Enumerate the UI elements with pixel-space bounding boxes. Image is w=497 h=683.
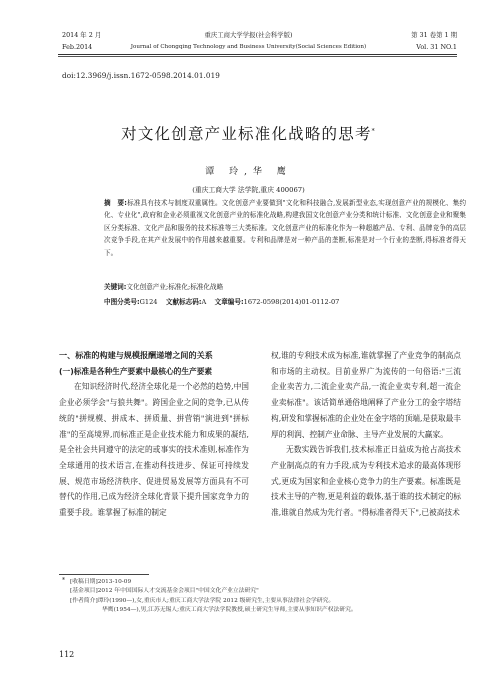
body-paragraph: 在知识经济时代,经济全球化是一个必然的趋势,中国企业必须学会"与狼共舞"。跨国企业之间的竞争,已从传统的"拼规模、拼成本、拼质量、拼营销"演进到"拼标准"的至高境界,而标准正是企业技术能力和成果的凝结,是全社会共同遵守的法定的或事实的技术准则,标准作为全球通用的技术语言,在推动科技进步、保证可持续发展、规范市场经济秩序、促进贸易发展等方面具有不可替代的作用,已成为经济全球化背景下提升国家竞争力的重要手段。谁掌握了标准的制定 xyxy=(59,382,249,518)
header-journal-en: Journal of Chongqing Technology and Business University(Social Sciences Edition) xyxy=(130,44,367,50)
affiliation: (重庆工商大学 法学院,重庆 400067) xyxy=(192,186,305,194)
section-heading: 一、标准的构建与规模报酬递增之间的关系 xyxy=(59,350,213,360)
footnote-author1: [作者简介]谭玲(1990—),女,重庆市人;重庆工商大学法学院 2012 级研究生,主要从事法律社会学研究。 xyxy=(70,597,335,604)
abstract xyxy=(104,197,466,259)
left-column xyxy=(59,348,249,521)
header-volume-en: Vol. 31 NO.1 xyxy=(416,43,457,51)
keywords xyxy=(104,281,223,293)
abstract-text: 标准具有技术与制度双重属性。文化创意产业要做到"文化和科技融合,发展新型业态,实现创意产业的规模化、集约化、专业化",政府和企业必须重视文化创意产业的标准化战略,构建我国文化创意产业分类和统计标准、文化创意企业和聚集区分类标准、文化产品和服务的技术标准等三大类标准。文化创意产业的标准化作为一种超越产品、专利、品牌竞争的高层次竞争手段,在其产业发展中的作用越来越重要。专利和品牌是对一种产品的垄断,标准是对一个行业的垄断,得标准者得天下。 xyxy=(104,199,466,257)
subsection-heading: (一)标准是各种生产要素中最核心的生产要素 xyxy=(59,366,213,376)
body-paragraph: 权,谁的专利技术成为标准,谁就掌握了产业竞争的制高点和市场的主动权。目前业界广为流传的一句俗语:"三流企业卖苦力,二流企业卖产品,一流企业卖专利,超一流企业卖标准"。该话简单通俗地阐释了产业分工的金字塔结构,研发和掌握标准的企业处在金字塔的顶端,是获取最丰厚的利润、控制产业命脉、主导产业发展的大赢家。 xyxy=(271,351,461,439)
doc-code-label: 文献标志码: xyxy=(165,298,202,306)
title-footnote-mark: * xyxy=(371,127,376,135)
page-number: 112 xyxy=(59,650,75,659)
right-column xyxy=(271,348,461,521)
header-journal-cn: 重庆工商大学学报(社会科学版) xyxy=(204,31,293,39)
keywords-label: 关键词: xyxy=(104,283,127,291)
header-rule-thin xyxy=(58,56,457,57)
footnote-received: [收稿日期]2013-10-09 xyxy=(70,579,132,585)
header-date-en: Feb.2014 xyxy=(62,43,93,51)
footnotes xyxy=(62,578,462,616)
authors: 谭 玲,华 鹰 xyxy=(205,167,292,177)
title-text: 对文化创意产业标准化战略的思考 xyxy=(121,125,372,143)
keywords-text: 文化创意产业;标准化;标准化战略 xyxy=(126,283,224,291)
header-date-cn: 2014 年 2 月 xyxy=(62,31,102,39)
clc-label: 中图分类号: xyxy=(104,298,140,306)
abstract-label: 摘 要: xyxy=(104,199,127,207)
article-title xyxy=(0,122,497,144)
footnote-rule xyxy=(59,574,149,575)
header-rule xyxy=(58,54,457,55)
footnote-bullet: * xyxy=(62,577,65,584)
doi[interactable]: doi:12.3969/j.issn.1672-0598.2014.01.019 xyxy=(62,71,220,80)
clc-value: G124 xyxy=(139,298,158,306)
body-paragraph: 无数实践告诉我们,技术标准正日益成为抢占高技术产业制高点的有力手段,成为专利技术追求的最高体现形式,更成为国家和企业核心竞争力的生产要素。标准既是技术主导的产物,更是利益的载体,基于谁的技术制定的标准,谁就自然成为先行者。"得标准者得天下",已被高技术 xyxy=(271,445,461,518)
classification-line xyxy=(104,296,339,308)
doc-code-value: A xyxy=(201,298,207,306)
footnote-author2: 华鹰(1954—),男,江苏无锡人;重庆工商大学法学院教授,硕士研究生导师,主要从事知识产权法研究。 xyxy=(102,607,357,614)
header-volume-cn: 第 31 卷第 1 期 xyxy=(411,31,457,39)
article-no-value: 1672-0598(2014)01-0112-07 xyxy=(243,298,340,306)
footnote-fund: [基金项目]2012 年中国国际人才交流基金会项目"中国文化产业立法研究" xyxy=(70,588,259,595)
article-no-label: 文章编号: xyxy=(214,298,244,306)
